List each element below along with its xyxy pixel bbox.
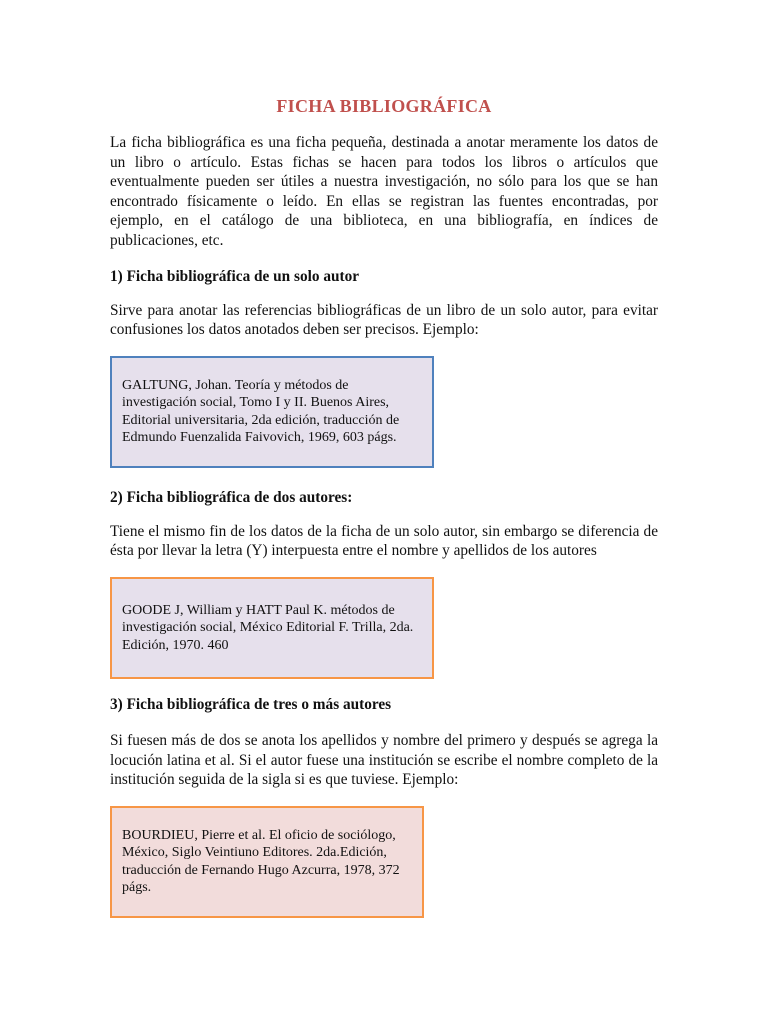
section-heading: 1) Ficha bibliográfica de un solo autor xyxy=(110,267,360,285)
example-citation: GALTUNG, Johan. Teoría y métodos de investigación social, Tomo I y II. Buenos Aires, Editorial universitaria, 2da edición, traducción de Edmundo Fuenzalida Faivovich, 1969, 603 págs. xyxy=(122,377,400,446)
example-box-three-authors xyxy=(110,806,424,918)
example-box-two-authors xyxy=(110,577,434,679)
document-title: FICHA BIBLIOGRÁFICA xyxy=(276,96,492,116)
section-paragraph: Sirve para anotar las referencias bibliográficas de un libro de un solo autor, para evitar confusiones los datos anotados deben ser precisos. Ejemplo: xyxy=(110,301,658,339)
example-box-single-author xyxy=(110,356,434,468)
example-citation: GOODE J, William y HATT Paul K. métodos de investigación social, México Editorial F. Trilla, 2da. Edición, 1970. 460 xyxy=(122,602,414,653)
example-citation: BOURDIEU, Pierre et al. El oficio de sociólogo, México, Siglo Veintiuno Editores. 2da.Edición, traducción de Fernando Hugo Azcurra, 1978, 372 págs. xyxy=(122,827,400,896)
section-paragraph: Tiene el mismo fin de los datos de la ficha de un solo autor, sin embargo se diferencia de ésta por llevar la letra (Y) interpuesta entre el nombre y apellidos de los autores xyxy=(110,522,658,560)
section-single-author xyxy=(110,267,658,468)
section-two-authors xyxy=(110,488,658,679)
section-paragraph: Si fuesen más de dos se anota los apellidos y nombre del primero y después se agrega la locución latina et al. Si el autor fuese una institución se escribe el nombre completo de la institución seguida de la sigla si es que tuviese. Ejemplo: xyxy=(110,731,658,789)
section-heading: 2) Ficha bibliográfica de dos autores: xyxy=(110,488,353,506)
section-heading: 3) Ficha bibliográfica de tres o más autores xyxy=(110,695,392,713)
section-three-authors xyxy=(110,695,658,918)
intro-paragraph: La ficha bibliográfica es una ficha pequeña, destinada a anotar meramente los datos de un libro o artículo. Estas fichas se hacen para todos los libros o artículos que eventualmente pueden ser útiles a nuestra investigación, no sólo para los que se han encontrado físicamente o leído. En ellas se registran las fuentes encontradas, por ejemplo, en el catálogo de una biblioteca, en una bibliografía, en índices de publicaciones, etc. xyxy=(110,134,658,249)
